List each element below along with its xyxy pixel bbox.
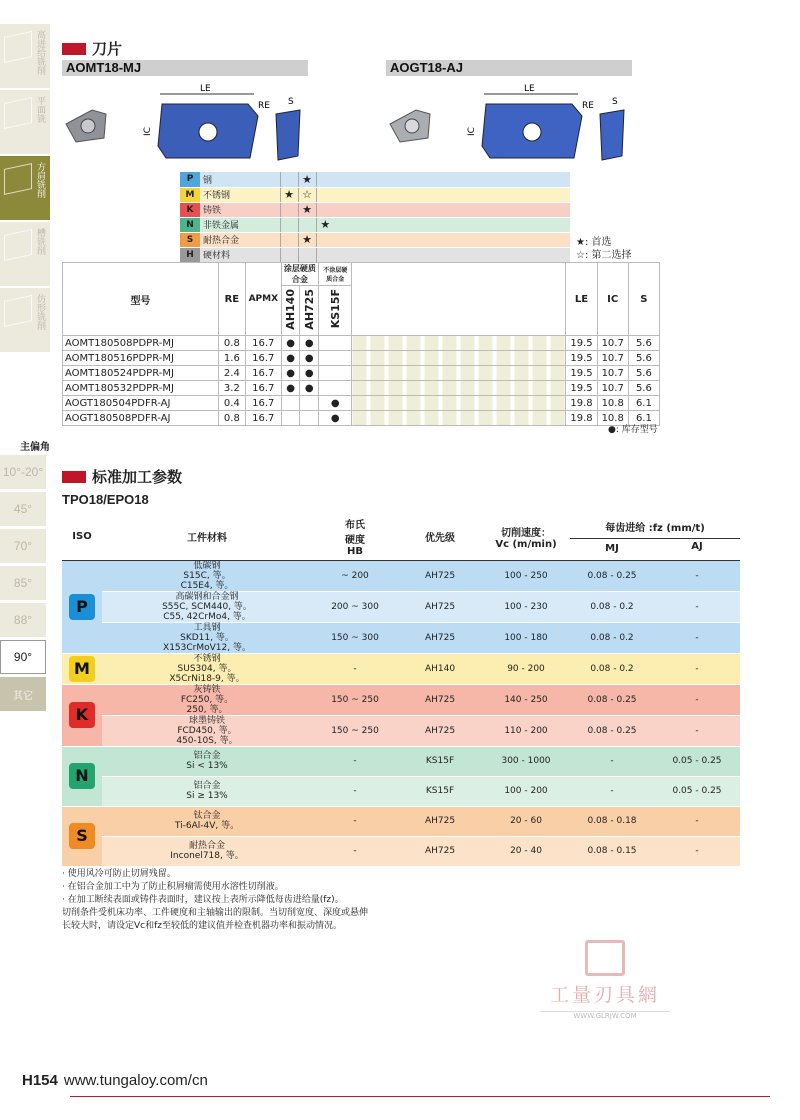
table-row <box>63 381 660 396</box>
grade-mark <box>280 172 298 187</box>
stock-dot <box>281 411 300 426</box>
grade-mark: ★ <box>298 232 316 247</box>
apmx-cell: 16.7 <box>245 396 281 411</box>
note-line: · 在铝合金加工中为了防止积屑瘤需使用水溶性切削液。 <box>62 882 284 892</box>
grade-mark <box>316 172 334 187</box>
sidebar-tab-label: 平面铣 <box>35 96 45 123</box>
footer <box>22 1072 208 1089</box>
grade-cell: AH725 <box>398 560 482 591</box>
table-row <box>62 591 740 622</box>
angle-tabs <box>0 455 50 714</box>
re-cell: 0.8 <box>218 411 245 426</box>
iso-legend-row <box>180 232 570 247</box>
angle-tab[interactable]: 其它 <box>0 677 46 711</box>
model-bar-mj: AOMT18-MJ <box>62 60 308 76</box>
hb-cell: 200 ~ 300 <box>312 591 398 622</box>
le-cell: 19.5 <box>566 336 597 351</box>
grade-cell: AH140 <box>398 653 482 684</box>
stock-dot: ● <box>319 411 352 426</box>
material-cell: 不锈钢 SUS304, 等。 X5CrNi18-9, 等。 <box>102 653 312 684</box>
dim-re-aj: RE <box>582 101 594 111</box>
mj-cell: 0.08 - 0.18 <box>570 806 654 836</box>
grade-mark <box>316 187 334 202</box>
sidebar-tab[interactable] <box>0 288 50 352</box>
iso-code: N <box>180 217 200 232</box>
insert-drawing-aj <box>386 80 636 170</box>
note-line: 切削条件受机床功率、工件硬度和主轴输出的限制。当切削宽度、深度或悬伸 <box>62 908 369 918</box>
stock-dot: ● <box>300 366 319 381</box>
hb-cell: - <box>312 806 398 836</box>
le-cell: 19.5 <box>566 351 597 366</box>
material-cell: 铝合金 Si < 13% <box>102 746 312 776</box>
dim-s-aj: S <box>612 97 618 107</box>
grade-cell: KS15F <box>398 746 482 776</box>
stock-dot: ● <box>300 336 319 351</box>
aj-cell: 0.05 - 0.25 <box>654 746 740 776</box>
sidebar-tab[interactable] <box>0 222 50 286</box>
iso-code: H <box>180 247 200 262</box>
ic-cell: 10.8 <box>597 396 628 411</box>
milling-icon <box>4 163 32 195</box>
apmx-cell: 16.7 <box>245 351 281 366</box>
aj-cell: - <box>654 560 740 591</box>
le-cell: 19.5 <box>566 366 597 381</box>
table-row <box>63 396 660 411</box>
table-row <box>63 366 660 381</box>
material-cell: 铝合金 Si ≥ 13% <box>102 776 312 806</box>
hb-cell: 150 ~ 300 <box>312 622 398 653</box>
grade-cell: AH725 <box>398 715 482 746</box>
angle-heading: 主偏角 <box>20 442 50 453</box>
iso-name: 硬材料 <box>200 247 280 262</box>
grade-mark <box>280 232 298 247</box>
le-cell: 19.8 <box>566 411 597 426</box>
vc-cell: 100 - 180 <box>482 622 570 653</box>
hb-cell: 150 ~ 250 <box>312 715 398 746</box>
table-row <box>62 746 740 776</box>
iso-name: 耐热合金 <box>200 232 280 247</box>
mj-cell: - <box>570 746 654 776</box>
mj-cell: 0.08 - 0.2 <box>570 591 654 622</box>
iso-name: 不锈钢 <box>200 187 280 202</box>
hb-cell: - <box>312 836 398 866</box>
watermark-logo-icon <box>585 940 625 976</box>
stock-dot: ● <box>281 351 300 366</box>
grade-mark: ★ <box>280 187 298 202</box>
s-cell: 6.1 <box>628 396 659 411</box>
model-cell: AOMT180508PDPR-MJ <box>63 336 219 351</box>
material-cell: 灰铸铁 FC250, 等。 250, 等。 <box>102 684 312 715</box>
grade-mark <box>316 247 334 262</box>
re-cell: 1.6 <box>218 351 245 366</box>
vc-cell: 20 - 40 <box>482 836 570 866</box>
sidebar-tab[interactable] <box>0 156 50 220</box>
table-row <box>62 684 740 715</box>
inserts-title: 刀片 <box>62 38 122 59</box>
iso-code: P <box>180 172 200 187</box>
table-row <box>62 653 740 684</box>
stock-dot <box>319 366 352 381</box>
note-line: · 使用风冷可防止切屑残留。 <box>62 869 176 879</box>
grade-cell: AH725 <box>398 684 482 715</box>
watermark: 工量刃具網 WWW.GLRJW.COM <box>540 940 670 1020</box>
grade-cell: KS15F <box>398 776 482 806</box>
aj-cell: - <box>654 684 740 715</box>
aj-cell: - <box>654 591 740 622</box>
ic-cell: 10.7 <box>597 366 628 381</box>
grade-cell: AH725 <box>398 806 482 836</box>
vc-cell: 100 - 200 <box>482 776 570 806</box>
iso-name: 铸铁 <box>200 202 280 217</box>
grade-mark <box>298 247 316 262</box>
grade-cell: AH725 <box>398 591 482 622</box>
table-row <box>63 351 660 366</box>
aj-cell: - <box>654 653 740 684</box>
note-line: 长较大时，请设定Vc和fz至较低的建议值并检查机器功率和振动情况。 <box>62 921 342 931</box>
dim-ic-mj: IC <box>143 127 153 136</box>
stock-dot: ● <box>281 366 300 381</box>
grade-mark <box>280 247 298 262</box>
mj-cell: 0.08 - 0.25 <box>570 684 654 715</box>
mj-cell: 0.08 - 0.25 <box>570 560 654 591</box>
footer-rule <box>70 1096 770 1097</box>
table-row <box>62 622 740 653</box>
material-cell: 耐热合金 Inconel718, 等。 <box>102 836 312 866</box>
mj-cell: 0.08 - 0.2 <box>570 622 654 653</box>
sidebar-tab-label: 高进给铣削 <box>35 30 45 75</box>
page-number: H154 <box>22 1072 58 1089</box>
grade-cell: AH725 <box>398 622 482 653</box>
iso-name: 钢 <box>200 172 280 187</box>
vc-cell: 90 - 200 <box>482 653 570 684</box>
grade-legend <box>180 172 570 263</box>
iso-legend-row <box>180 217 570 232</box>
dim-le-aj: LE <box>524 84 535 94</box>
sidebar-tab-label: 仿形铣削 <box>35 294 45 330</box>
vc-cell: 100 - 250 <box>482 560 570 591</box>
angle-tab[interactable]: 88° <box>0 603 46 637</box>
aj-cell: - <box>654 622 740 653</box>
insert-drawing-mj <box>62 80 312 170</box>
mj-cell: 0.08 - 0.15 <box>570 836 654 866</box>
material-cell: 球墨铸铁 FCD450, 等。 450-10S, 等。 <box>102 715 312 746</box>
angle-tab[interactable]: 90° <box>0 640 46 674</box>
dim-ic-aj: IC <box>467 127 477 136</box>
material-cell: 高碳钢和合金钢 S55C, SCM440, 等。 C55, 42CrMo4, 等。 <box>102 591 312 622</box>
table-row <box>63 336 660 351</box>
vc-cell: 20 - 60 <box>482 806 570 836</box>
stock-dot <box>300 411 319 426</box>
re-cell: 0.8 <box>218 336 245 351</box>
model-cell: AOMT180532PDPR-MJ <box>63 381 219 396</box>
grade-mark <box>298 217 316 232</box>
ic-cell: 10.7 <box>597 336 628 351</box>
vc-cell: 100 - 230 <box>482 591 570 622</box>
stock-dot: ● <box>281 336 300 351</box>
dim-le-mj: LE <box>200 84 211 94</box>
iso-code: K <box>180 202 200 217</box>
re-cell: 0.4 <box>218 396 245 411</box>
apmx-cell: 16.7 <box>245 366 281 381</box>
iso-badge: P <box>69 594 95 620</box>
sidebar <box>0 24 50 354</box>
vc-cell: 300 - 1000 <box>482 746 570 776</box>
vc-cell: 140 - 250 <box>482 684 570 715</box>
iso-legend-row <box>180 247 570 262</box>
aj-cell: 0.05 - 0.25 <box>654 776 740 806</box>
iso-badge: S <box>69 823 95 849</box>
stock-dot: ● <box>300 381 319 396</box>
angle-tab[interactable]: 10°-20° <box>0 455 46 489</box>
apmx-cell: 16.7 <box>245 381 281 396</box>
table-row <box>62 560 740 591</box>
table-row <box>62 776 740 806</box>
table-row <box>63 411 660 426</box>
dim-re-mj: RE <box>258 101 270 111</box>
hb-cell: ~ 200 <box>312 560 398 591</box>
iso-code: M <box>180 187 200 202</box>
stock-dot: ● <box>319 396 352 411</box>
grade-mark: ★ <box>316 217 334 232</box>
grade-mark: ★ <box>298 172 316 187</box>
ic-cell: 10.8 <box>597 411 628 426</box>
sidebar-tab-label: 方肩铣削 <box>35 162 45 198</box>
mj-cell: 0.08 - 0.2 <box>570 653 654 684</box>
mj-cell: - <box>570 776 654 806</box>
le-cell: 19.5 <box>566 381 597 396</box>
sidebar-tab[interactable] <box>0 90 50 154</box>
model-bar-aj: AOGT18-AJ <box>386 60 632 76</box>
grade-mark: ★ <box>298 202 316 217</box>
ic-cell: 10.7 <box>597 351 628 366</box>
stock-dot <box>319 336 352 351</box>
s-cell: 5.6 <box>628 381 659 396</box>
s-cell: 5.6 <box>628 336 659 351</box>
sidebar-tab-label: 槽铣削 <box>35 228 45 255</box>
mj-cell: 0.08 - 0.25 <box>570 715 654 746</box>
stock-dot: ● <box>281 381 300 396</box>
grade-mark: ☆ <box>298 187 316 202</box>
material-cell: 低碳钢 S15C, 等。 C15E4, 等。 <box>102 560 312 591</box>
sidebar-tab[interactable] <box>0 24 50 88</box>
milling-icon <box>4 295 32 327</box>
milling-icon <box>4 229 32 261</box>
apmx-cell: 16.7 <box>245 411 281 426</box>
model-cell: AOGT180504PDFR-AJ <box>63 396 219 411</box>
iso-code: S <box>180 232 200 247</box>
stock-dot <box>300 396 319 411</box>
milling-icon <box>4 31 32 63</box>
aj-cell: - <box>654 715 740 746</box>
insert-table: 型号 RE APMX 涂层硬质合金 不涂层硬质合金 LE IC S AH140 AH725 KS15F AOMT180508PDPR-MJ 0.8 16.7 ● ● 19.5 10.7 5.6 AOMT180516PDPR-MJ 1.6 16.7 ● ● 19.5 10.7 5.6 AOMT180524PDPR-MJ 2.4 16.7 ● ● 19.5 10.7 5.6 AOMT180532PDPR-MJ 3.2 16.7 ● ● 19.5 10.7 5.6 AOGT180504PDFR-AJ 0.4 16.7 ● 19.8 10.8 6.1 AOGT180508PDFR-AJ 0.8 16.7 ● 19.8 10.8 6.1 <box>62 262 660 426</box>
hb-cell: 150 ~ 250 <box>312 684 398 715</box>
stock-dot: ● <box>300 351 319 366</box>
iso-badge: K <box>69 702 95 728</box>
le-cell: 19.8 <box>566 396 597 411</box>
grade-cell: AH725 <box>398 836 482 866</box>
hb-cell: - <box>312 776 398 806</box>
grade-mark <box>316 232 334 247</box>
milling-icon <box>4 97 32 129</box>
notes <box>62 868 422 933</box>
stock-dot <box>319 351 352 366</box>
star-legend: ★: 首选 ☆: 第二选择 <box>576 237 632 261</box>
material-cell: 工具钢 SKD11, 等。 X153CrMoV12, 等。 <box>102 622 312 653</box>
footer-url[interactable]: www.tungaloy.com/cn <box>63 1072 208 1089</box>
hb-cell: - <box>312 746 398 776</box>
grade-mark <box>280 202 298 217</box>
re-cell: 2.4 <box>218 366 245 381</box>
s-cell: 5.6 <box>628 366 659 381</box>
table-row <box>62 715 740 746</box>
hb-cell: - <box>312 653 398 684</box>
iso-legend-row <box>180 172 570 187</box>
params-title: 标准加工参数 <box>62 466 182 487</box>
model-cell: AOMT180516PDPR-MJ <box>63 351 219 366</box>
ic-cell: 10.7 <box>597 381 628 396</box>
model-cell: AOMT180524PDPR-MJ <box>63 366 219 381</box>
iso-legend-row <box>180 202 570 217</box>
iso-legend-row <box>180 187 570 202</box>
iso-badge: M <box>69 656 95 682</box>
iso-name: 非铁金属 <box>200 217 280 232</box>
series-label: TPO18/EPO18 <box>62 492 149 507</box>
grade-mark <box>280 217 298 232</box>
vc-cell: 110 - 200 <box>482 715 570 746</box>
s-cell: 6.1 <box>628 411 659 426</box>
grade-mark <box>316 202 334 217</box>
re-cell: 3.2 <box>218 381 245 396</box>
iso-badge: N <box>69 763 95 789</box>
s-cell: 5.6 <box>628 351 659 366</box>
angle-tab[interactable]: 70° <box>0 529 46 563</box>
model-cell: AOGT180508PDFR-AJ <box>63 411 219 426</box>
stock-dot <box>319 381 352 396</box>
stock-dot <box>281 396 300 411</box>
angle-tab[interactable]: 45° <box>0 492 46 526</box>
stock-note: ●: 库存型号 <box>608 425 658 435</box>
note-line: · 在加工断续表面或铸件表面时，建议按上表所示降低每齿进给量(fz)。 <box>62 895 344 905</box>
angle-tab[interactable]: 85° <box>0 566 46 600</box>
aj-cell: - <box>654 806 740 836</box>
apmx-cell: 16.7 <box>245 336 281 351</box>
cutting-param-table: ISO 工件材料 布氏 硬度 HB 优先级 切削速度： Vc (m/min) 每齿进给 :fz (mm/t) MJ AJ P 低碳钢 S15C, 等。 C15E4, 等。 ~ 200 AH725 100 - 250 0.08 - 0.25 - 高碳钢和合金钢 S55C, SCM440, 等。 C55, 42CrMo4, 等。 200 ~ 300 AH725 100 - 230 0.08 - 0.2 - 工具钢 SKD11, 等。 X153CrMoV12, 等。 150 ~ 300 AH725 100 - 180 0.08 - 0.2 - M 不锈钢 SUS304, 等。 X5CrNi18-9, 等。 - AH140 90 - 200 0.08 - 0.2 - K 灰铸铁 FC250, 等。 250, 等。 150 ~ 250 AH725 140 - 250 0.08 - 0.25 - 球墨铸铁 FCD450, 等。 450-10S, 等。 150 ~ 250 AH725 110 - 200 0.08 - 0.25 - N 铝合金 Si < 13% - KS15F 300 - 1000 - 0.05 - 0.25 铝合金 Si ≥ 13% - KS15F 100 - 200 - 0.05 - 0.25 S 钛合金 Ti-6Al-4V, 等。 - AH725 20 - 60 0.08 - 0.18 - 耐热合金 Inconel718, 等。 - AH725 20 - 40 0.08 - 0.15 - <box>62 514 740 867</box>
aj-cell: - <box>654 836 740 866</box>
dim-s-mj: S <box>288 97 294 107</box>
material-cell: 钛合金 Ti-6Al-4V, 等。 <box>102 806 312 836</box>
table-row <box>62 836 740 866</box>
table-row <box>62 806 740 836</box>
